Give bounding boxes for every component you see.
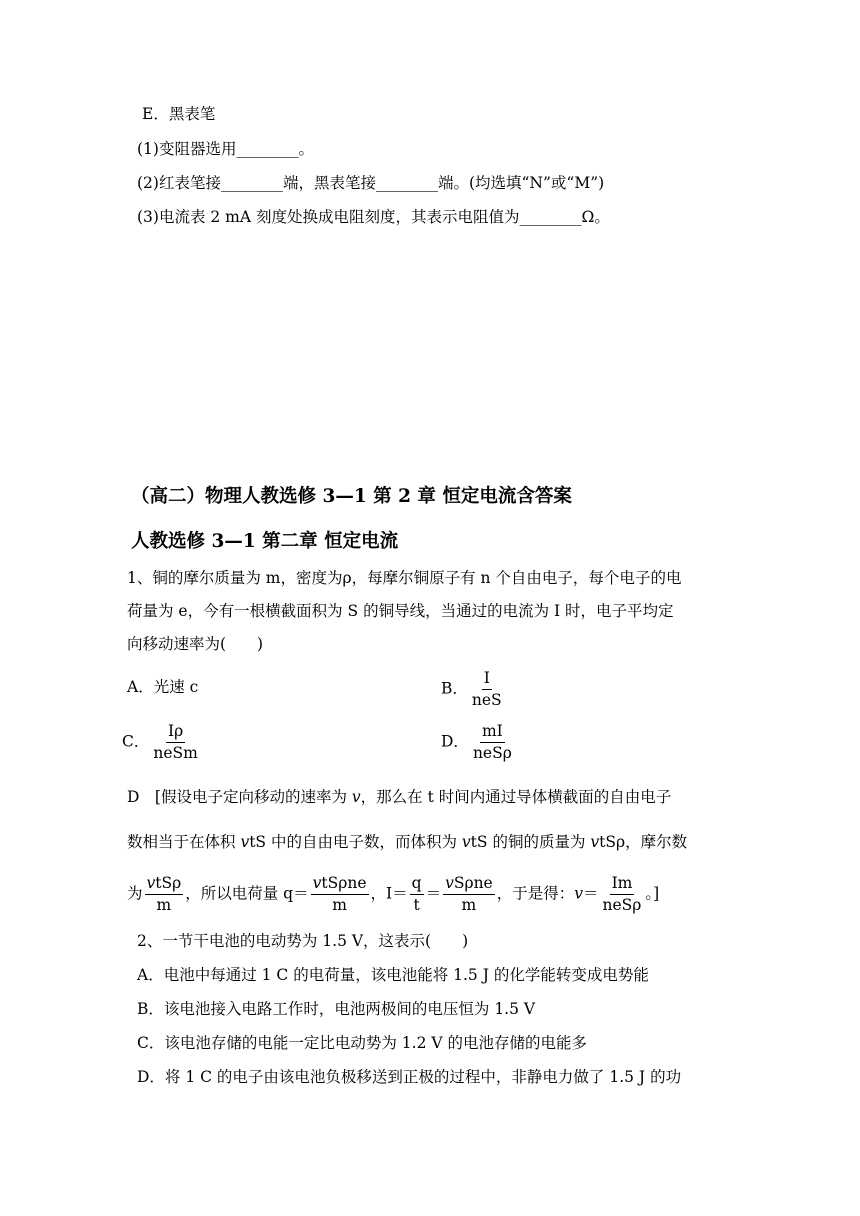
fraction-denominator: neSρ [602,896,642,915]
q1-stem-line1: 1、铜的摩尔质量为 m，密度为ρ，每摩尔铜原子有 n 个自由电子，每个电子的电 [127,569,682,587]
q2-option-b: B．该电池接入电路工作时，电池两极间的电压恒为 1.5 V [137,1000,536,1018]
fraction-numerator: I [482,670,492,690]
q1-stem-line3: 向移动速率为( ) [127,635,264,653]
answer1-text: ，所以电荷量 q＝ [185,884,309,903]
fraction-result [601,875,644,914]
fraction-numerator: Iρ [166,723,185,743]
fraction-denominator: m [332,896,347,915]
q1-option-b [441,670,506,709]
velocity-symbol: v [312,874,322,892]
fraction-numerator: mI [480,723,505,743]
fraction-current [443,875,495,914]
q1-option-a: A．光速 c [127,678,199,696]
answer1-text: ，于是得： [496,884,575,903]
q2-stem: 2、一节干电池的电动势为 1.5 V，这表示( ) [137,932,469,950]
q1-option-d [441,723,516,762]
q2-option-c: C．该电池存储的电能一定比电动势为 1.2 V 的电池存储的电能多 [137,1034,587,1052]
velocity-symbol: v [240,833,250,851]
fraction-denominator: m [461,896,477,915]
fraction-q-over-t [410,875,424,914]
answer1-text: 为 [127,884,143,903]
question-1-text: (1)变阻器选用________。 [137,140,314,158]
question-2-text: (2)红表笔接________端，黑表笔接________端。(均选填“N”或“M”) [137,174,605,192]
answer1-text: tS 的铜的质量为 [470,833,591,851]
fraction-moles [145,875,184,914]
answer1-text: ，I＝ [370,884,408,903]
answer1-text: ，那么在 t 时间内通过导体横截面的自由电子 [360,788,672,806]
answer1-line3 [127,875,659,914]
velocity-symbol: v [574,884,584,903]
velocity-symbol: v [590,833,600,851]
answer1-text: tSρ，摩尔数 [599,833,688,851]
velocity-symbol: v [445,874,454,892]
answer1-text: D [假设电子定向移动的速率为 [127,788,352,806]
fraction-numerator [443,875,495,895]
answer1-text: 数相当于在体积 [127,833,241,851]
q1-option-d-fraction [471,723,514,762]
fraction-denominator: neS [471,691,502,710]
fraction-numerator [145,875,184,895]
fraction-denominator: m [156,896,172,915]
answer1-line2 [127,835,687,851]
answer1-line1 [127,790,671,806]
document-title: （高二）物理人教选修 3—1 第 2 章 恒定电流含答案 [131,486,572,507]
q2-option-d: D．将 1 C 的电子由该电池负极移送到正极的过程中，非静电力做了 1.5 J 的功 [137,1068,682,1086]
fraction-denominator: neSm [153,744,198,763]
option-e: E．黑表笔 [142,105,216,123]
question-3-text: (3)电流表 2 mA 刻度处换成电阻刻度，其表示电阻值为________Ω。 [137,208,610,226]
fraction-denominator: neSρ [472,744,512,763]
q1-option-c [122,723,202,762]
q1-option-b-fraction [470,670,504,709]
fraction-numerator: Im [610,875,635,895]
q1-option-c-fraction [151,723,199,762]
q1-option-c-label: C． [122,732,150,751]
numerator-text: tSρ [155,874,182,892]
q1-option-d-label: D． [441,732,469,751]
q2-option-a: A．电池中每通过 1 C 的电荷量，该电池能将 1.5 J 的化学能转变成电势能 [137,966,649,984]
answer1-text: tS 中的自由电子数，而体积为 [249,833,462,851]
q1-option-b-label: B． [441,679,468,698]
numerator-text: Sρne [453,874,493,892]
velocity-symbol: v [351,788,361,806]
chapter-subtitle: 人教选修 3—1 第二章 恒定电流 [131,531,399,552]
answer1-text: ＝ [583,884,599,903]
fraction-charge [311,875,369,914]
q1-stem-line2: 荷量为 e，今有一根横截面积为 S 的铜导线，当通过的电流为 I 时，电子平均定 [127,602,674,620]
answer1-text: 。] [645,884,660,903]
answer1-text: ＝ [425,884,442,903]
fraction-numerator: q [410,875,424,895]
numerator-text: tSρne [321,874,367,892]
fraction-numerator [311,875,369,895]
velocity-symbol: v [461,833,471,851]
fraction-denominator: t [413,896,420,915]
velocity-symbol: v [146,874,156,892]
